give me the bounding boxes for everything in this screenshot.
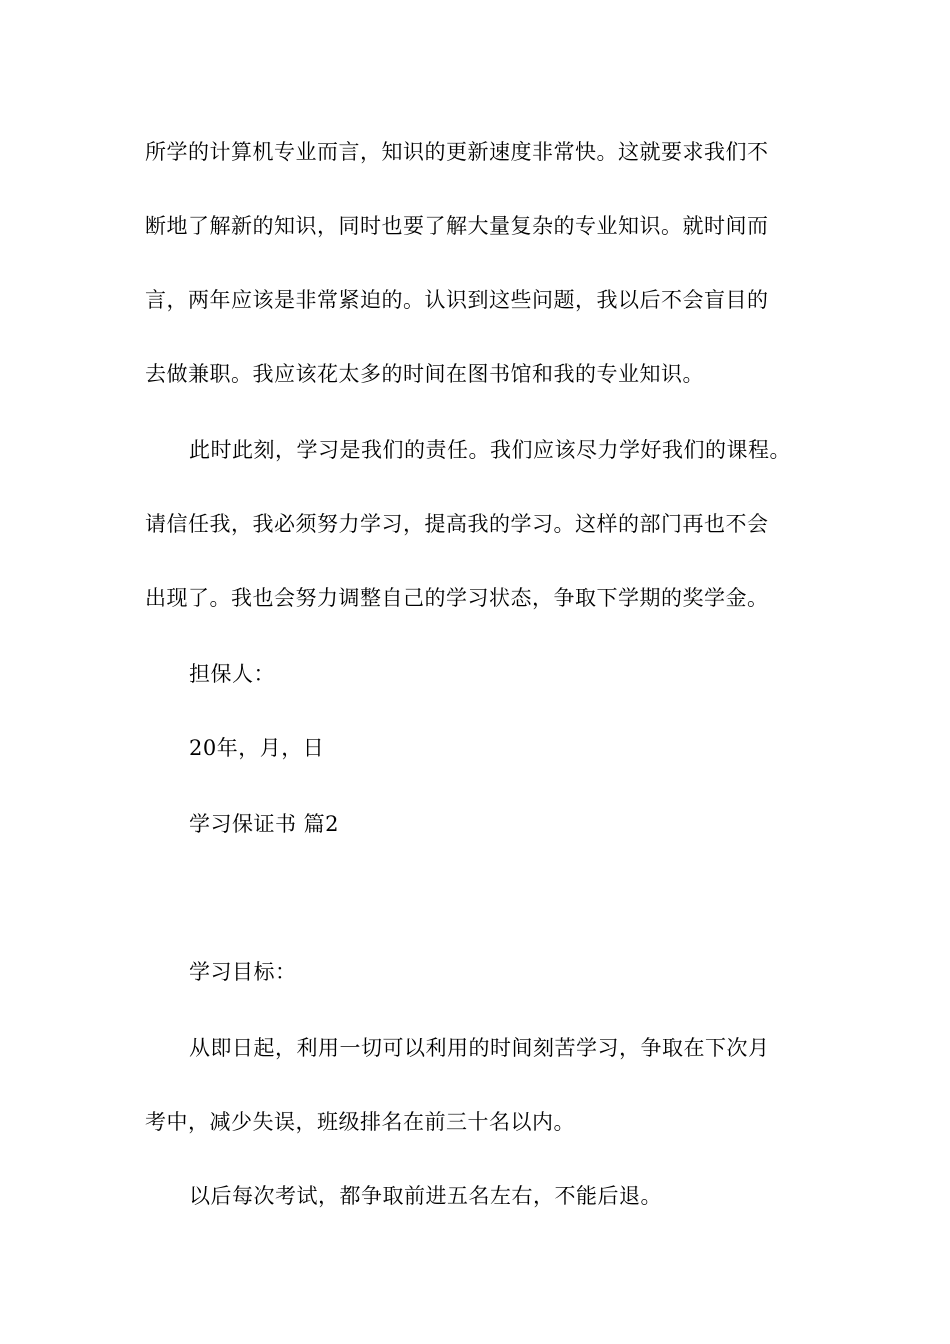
date-line: 20年，月，日 — [189, 736, 325, 760]
goals-label: 学习目标： — [189, 960, 297, 984]
paragraph-line: 言，两年应该是非常紧迫的。认识到这些问题，我以后不会盲目的 — [145, 288, 769, 312]
paragraph-line: 断地了解新的知识，同时也要了解大量复杂的专业知识。就时间而 — [145, 214, 769, 238]
paragraph-line: 从即日起，利用一切可以利用的时间刻苦学习，争取在下次月 — [189, 1036, 770, 1060]
paragraph-line: 请信任我，我必须努力学习，提高我的学习。这样的部门再也不会 — [145, 512, 769, 536]
paragraph-line: 出现了。我也会努力调整自己的学习状态，争取下学期的奖学金。 — [145, 586, 769, 610]
paragraph-line: 以后每次考试，都争取前进五名左右，不能后退。 — [189, 1184, 662, 1208]
guarantor-label: 担保人： — [189, 662, 275, 686]
paragraph-line: 此时此刻，学习是我们的责任。我们应该尽力学好我们的课程。 — [189, 438, 791, 462]
paragraph-line: 去做兼职。我应该花太多的时间在图书馆和我的专业知识。 — [145, 362, 704, 386]
paragraph-line: 所学的计算机专业而言，知识的更新速度非常快。这就要求我们不 — [145, 140, 769, 164]
section-heading: 学习保证书 篇2 — [189, 812, 340, 836]
paragraph-line: 考中，减少失误，班级排名在前三十名以内。 — [145, 1110, 575, 1134]
